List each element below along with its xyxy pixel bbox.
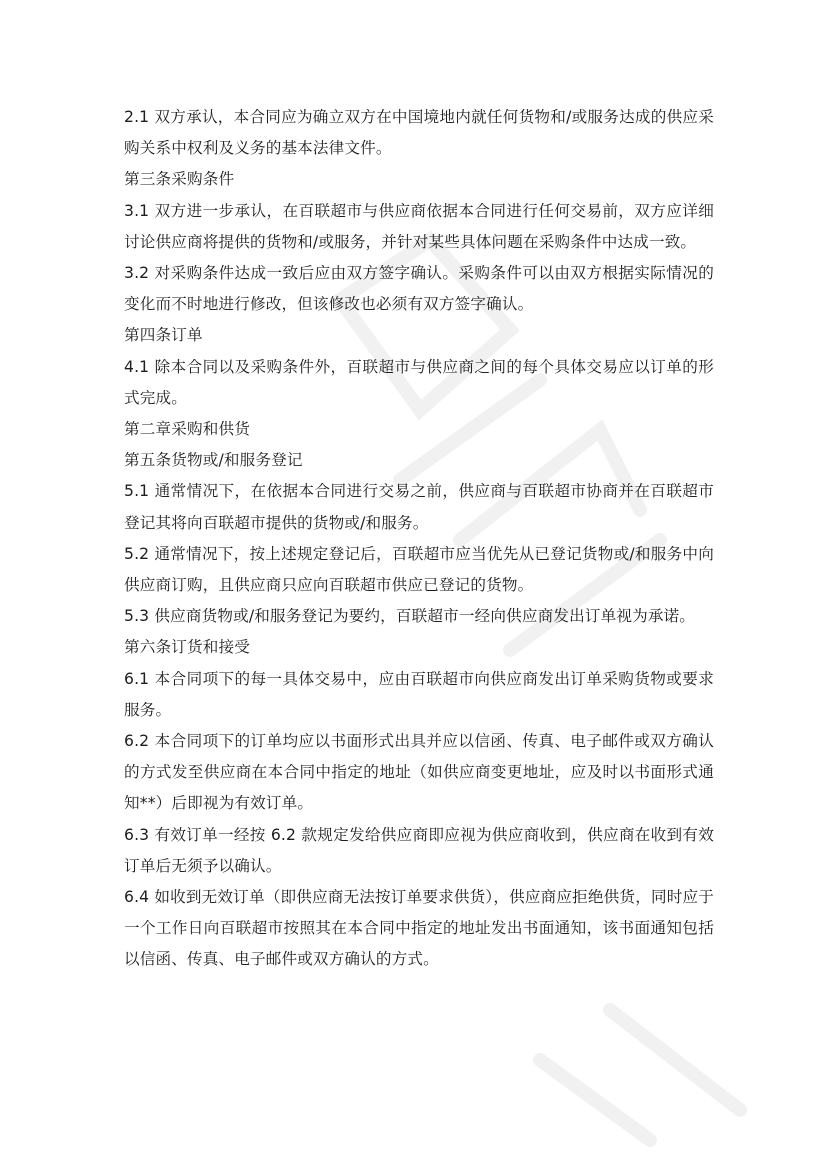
clause-5-1: 5.1 通常情况下，在依据本合同进行交易之前，供应商与百联超市协商并在百联超市登记其将向百联超市提供的货物或/和服务。 (124, 482, 714, 532)
clause-4-1: 4.1 除本合同以及采购条件外，百联超市与供应商之间的每个具体交易应以订单的形式完成。 (124, 357, 714, 407)
clause-3-1: 3.1 双方进一步承认，在百联超市与供应商依据本合同进行任何交易前，双方应详细讨论供应商将提供的货物和/或服务，并针对某些具体问题在采购条件中达成一致。 (124, 201, 714, 251)
clause-5-2: 5.2 通常情况下，按上述规定登记后，百联超市应当优先从已登记货物或/和服务中向供应商订购，且供应商只应向百联超市供应已登记的货物。 (124, 544, 714, 595)
clause-6-4: 6.4 如收到无效订单（即供应商无法按订单要求供货），供应商应拒绝供货，同时应于一个工作日向百联超市按照其在本合同中指定的地址发出书面通知，该书面通知包括以信函、传真、电子邮件或双方确认的方式。 (124, 888, 714, 969)
clause-5-3: 5.3 供应商货物或/和服务登记为要约，百联超市一经向供应商发出订单视为承诺。 (124, 607, 696, 626)
clause-6-1: 6.1 本合同项下的每一具体交易中，应由百联超市向供应商发出订单采购货物或要求服务。 (124, 669, 714, 719)
heading-article-4: 第四条订单 (124, 326, 203, 345)
document-body (124, 102, 714, 976)
heading-article-3: 第三条采购条件 (124, 170, 235, 189)
heading-article-5: 第五条货物或/和服务登记 (124, 451, 303, 470)
heading-chapter-2: 第二章采购和供货 (124, 420, 250, 439)
clause-2-1: 2.1 双方承认，本合同应为确立双方在中国境地内就任何货物和/或服务达成的供应采购关系中权利及义务的基本法律文件。 (124, 108, 714, 158)
clause-6-2: 6.2 本合同项下的订单均应以书面形式出具并应以信函、传真、电子邮件或双方确认的方式发至供应商在本合同中指定的地址（如供应商变更地址，应及时以书面形式通知**）后即视为有效订单。 (124, 732, 714, 813)
clause-3-2: 3.2 对采购条件达成一致后应由双方签字确认。采购条件可以由双方根据实际情况的变化而不时地进行修改，但该修改也必须有双方签字确认。 (124, 264, 714, 314)
heading-article-6: 第六条订货和接受 (124, 638, 250, 657)
clause-6-3: 6.3 有效订单一经按 6.2 款规定发给供应商即应视为供应商收到，供应商在收到有效订单后无须予以确认。 (124, 825, 714, 875)
